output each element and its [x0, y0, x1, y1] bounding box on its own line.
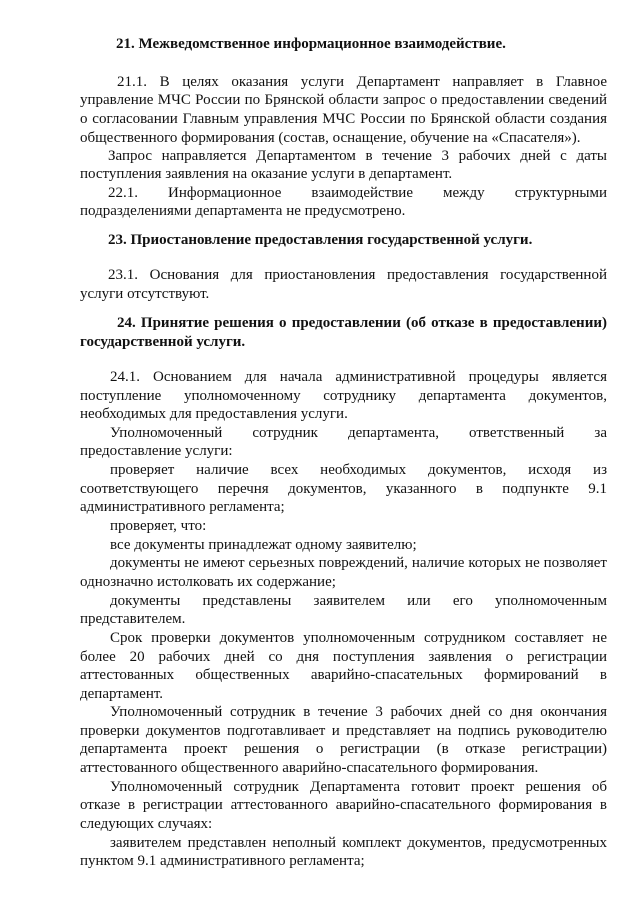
section-24-heading-cont: государственной услуги. — [80, 334, 246, 350]
paragraph-line: аттестованного общественного аварийно-спасательного формирования. — [80, 760, 539, 776]
section-21-heading: 21. Межведомственное информационное взаимодействие. — [116, 36, 506, 52]
paragraph-line: административного регламента; — [80, 499, 285, 515]
paragraph-line: проверяет, что: — [110, 518, 207, 534]
paragraph-line: заявителем представлен неполный комплект документов, предусмотренных — [110, 835, 607, 851]
paragraph-line: Уполномоченный сотрудник департамента, ответственный за — [110, 425, 607, 441]
paragraph-line: Уполномоченный сотрудник в течение 3 рабочих дней со дня окончания — [110, 704, 607, 720]
paragraph-line: поступления заявления на оказание услуги в департамент. — [80, 166, 453, 182]
paragraph-line: общественного формирования (состав, оснащение, обучение на «Спасателя»). — [80, 130, 581, 146]
paragraph-line: поступление уполномоченному сотруднику департамента документов, — [80, 388, 607, 404]
paragraph-line: пунктом 9.1 административного регламента; — [80, 853, 365, 869]
paragraph-line: Уполномоченный сотрудник Департамента готовит проект решения об — [110, 779, 607, 795]
paragraph-line: необходимых для предоставления услуги. — [80, 406, 348, 422]
paragraph-line: подразделениями департамента не предусмотрено. — [80, 203, 406, 219]
paragraph-line: документы представлены заявителем или его уполномоченным — [110, 593, 607, 609]
paragraph-line: однозначно истолковать их содержание; — [80, 574, 336, 590]
paragraph-line: отказе в регистрации аттестованного аварийно-спасательного формирования в — [80, 797, 607, 813]
paragraph-line: 24.1. Основанием для начала административной процедуры является — [110, 369, 607, 385]
paragraph-line: предоставление услуги: — [80, 443, 233, 459]
paragraph-line: проверяет наличие всех необходимых документов, исходя из — [110, 462, 607, 478]
paragraph-line: аттестованных общественных аварийно-спасательных формирований в — [80, 667, 607, 683]
paragraph-line: о согласовании Главным управления МЧС России по Брянской области создания — [80, 111, 607, 127]
paragraph-line: следующих случаях: — [80, 816, 213, 832]
paragraph-line: 23.1. Основания для приостановления предоставления государственной — [108, 267, 607, 283]
paragraph-line: услуги отсутствуют. — [80, 286, 210, 302]
paragraph-line: 22.1. Информационное взаимодействие между структурными — [108, 185, 607, 201]
paragraph-line: представителем. — [80, 611, 186, 627]
section-23-heading: 23. Приостановление предоставления государственной услуги. — [108, 232, 533, 248]
paragraph-line: департамента проект решения о регистрации (в отказе регистрации) — [80, 741, 607, 757]
paragraph-line: Срок проверки документов уполномоченным сотрудником составляет не — [110, 630, 607, 646]
paragraph-line: проверки документов подготавливает и представляет на подпись руководителю — [80, 723, 607, 739]
section-24-heading: 24. Принятие решения о предоставлении (об отказе в предоставлении) — [117, 315, 607, 331]
paragraph-line: более 20 рабочих дней со дня поступления заявления о регистрации — [80, 649, 607, 665]
paragraph-line: Запрос направляется Департаментом в течение 3 рабочих дней с даты — [108, 148, 607, 164]
paragraph-line: департамент. — [80, 686, 164, 702]
paragraph-line: все документы принадлежат одному заявителю; — [110, 537, 417, 553]
paragraph-line: соответствующего перечня документов, указанного в подпункте 9.1 — [80, 481, 607, 497]
paragraph-line: 21.1. В целях оказания услуги Департамент направляет в Главное — [117, 74, 607, 90]
paragraph-line: управление МЧС России по Брянской области запрос о предоставлении сведений — [80, 92, 607, 108]
paragraph-line: документы не имеют серьезных повреждений, наличие которых не позволяет — [110, 555, 607, 571]
